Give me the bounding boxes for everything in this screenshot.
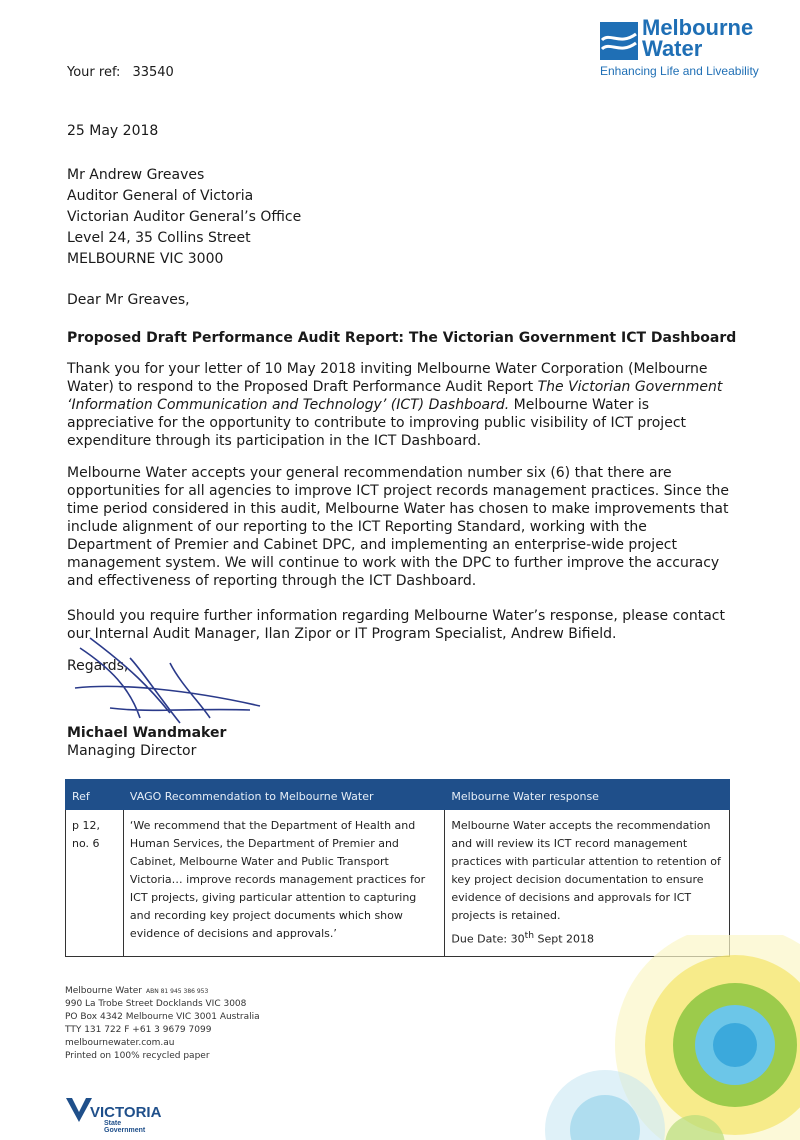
salutation: Dear Mr Greaves, bbox=[67, 292, 190, 308]
paragraph-3: Should you require further information regarding Melbourne Water’s response, please contact our Internal Audit Manager, Ilan Zipor or IT Program Specialist, Andrew Bifield. bbox=[67, 608, 725, 642]
victoria-logo-icon bbox=[66, 1096, 92, 1124]
footer-line: melbournewater.com.au bbox=[65, 1038, 175, 1048]
recommendation-cell: ‘We recommend that the Department of Health and Human Services, the Department of Premier and Cabinet, Melbourne Water and Public Transport Victoria… improve records management practices for ICT projects, giving particular attention to capturing and recording key project documents which show evidence of decisions and approvals.’ bbox=[123, 810, 444, 957]
logo-name: Melbourne Water bbox=[642, 15, 754, 61]
report-title: The Victorian Government ‘Information Communication and Technology’ (ICT) Dashboard. bbox=[67, 379, 723, 413]
footer-line: Printed on 100% recycled paper bbox=[65, 1051, 210, 1061]
table-header-row bbox=[66, 780, 730, 810]
footer-line: PO Box 4342 Melbourne VIC 3001 Australia bbox=[65, 1012, 260, 1022]
letter-date: 25 May 2018 bbox=[67, 123, 159, 139]
wave-icon bbox=[600, 22, 638, 60]
footer-abn: ABN 81 945 386 953 bbox=[145, 988, 209, 995]
signatory-name: Michael Wandmaker bbox=[67, 725, 227, 741]
reference bbox=[67, 65, 174, 80]
closing: Regards, bbox=[67, 658, 129, 674]
address-line: Mr Andrew Greaves bbox=[67, 167, 205, 183]
address-line: Victorian Auditor General’s Office bbox=[67, 209, 302, 225]
footer-org: Melbourne Water bbox=[65, 986, 142, 996]
footer-line: 990 La Trobe Street Docklands VIC 3008 bbox=[65, 999, 247, 1009]
column-header: Ref bbox=[66, 780, 124, 810]
paragraph-1: Thank you for your letter of 10 May 2018 inviting Melbourne Water Corporation (Melbourne Water) to respond to the Proposed Draft Performance Audit Report The Victorian Government ‘Information Communication and Technology’ (ICT) Dashboard. Melbourne Water is appreciative for the opportunity to contribute to improving public visibility of ICT project expenditure through its participation in the ICT Dashboard. bbox=[67, 361, 723, 449]
address-line: Auditor General of Victoria bbox=[67, 188, 254, 204]
victoria-logo-sub: State Government bbox=[104, 1120, 146, 1134]
ref-cell: p 12, no. 6 bbox=[66, 810, 124, 957]
reference-number: 33540 bbox=[132, 65, 174, 80]
recipient-address bbox=[67, 165, 301, 270]
paragraph-2: Melbourne Water accepts your general recommendation number six (6) that there are opportunities for all agencies to improve ICT project records management practices. Since the time period considered in this audit, Melbourne Water has chosen to make improvements that include alignment of our reporting to the ICT Reporting Standard, working with the Department of Premier and Cabinet DPC, and implementing an enterprise-wide project management system. We will continue to work with the DPC to further improve the accuracy and effectiveness of reporting through the ICT Dashboard. bbox=[67, 465, 730, 589]
footer-address bbox=[65, 985, 260, 1063]
address-line: Level 24, 35 Collins Street bbox=[67, 230, 251, 246]
logo-tagline: Enhancing Life and Liveability bbox=[600, 64, 759, 78]
reference-label: Your ref: bbox=[67, 65, 121, 80]
melbourne-water-logo-mark bbox=[600, 22, 638, 60]
column-header: Melbourne Water response bbox=[445, 780, 730, 810]
decorative-circles bbox=[495, 935, 800, 1140]
column-header: VAGO Recommendation to Melbourne Water bbox=[123, 780, 444, 810]
footer-line: TTY 131 722 F +61 3 9679 7099 bbox=[65, 1025, 212, 1035]
response-text: Melbourne Water accepts the recommendation and will review its ICT record management practices with particular attention to retention of key project decision documentation to ensure evidence of decisions and approvals for ICT projects is retained. bbox=[451, 819, 721, 922]
due-date: Due Date: 30th Sept 2018 bbox=[451, 930, 595, 946]
recommendation-table bbox=[65, 779, 730, 957]
victoria-logo-name: VICTORIA bbox=[90, 1104, 162, 1121]
signatory-title: Managing Director bbox=[67, 743, 197, 759]
address-line: MELBOURNE VIC 3000 bbox=[67, 251, 224, 267]
handwritten-signature bbox=[70, 628, 270, 728]
letter-subject: Proposed Draft Performance Audit Report: The Victorian Government ICT Dashboard bbox=[67, 330, 737, 346]
